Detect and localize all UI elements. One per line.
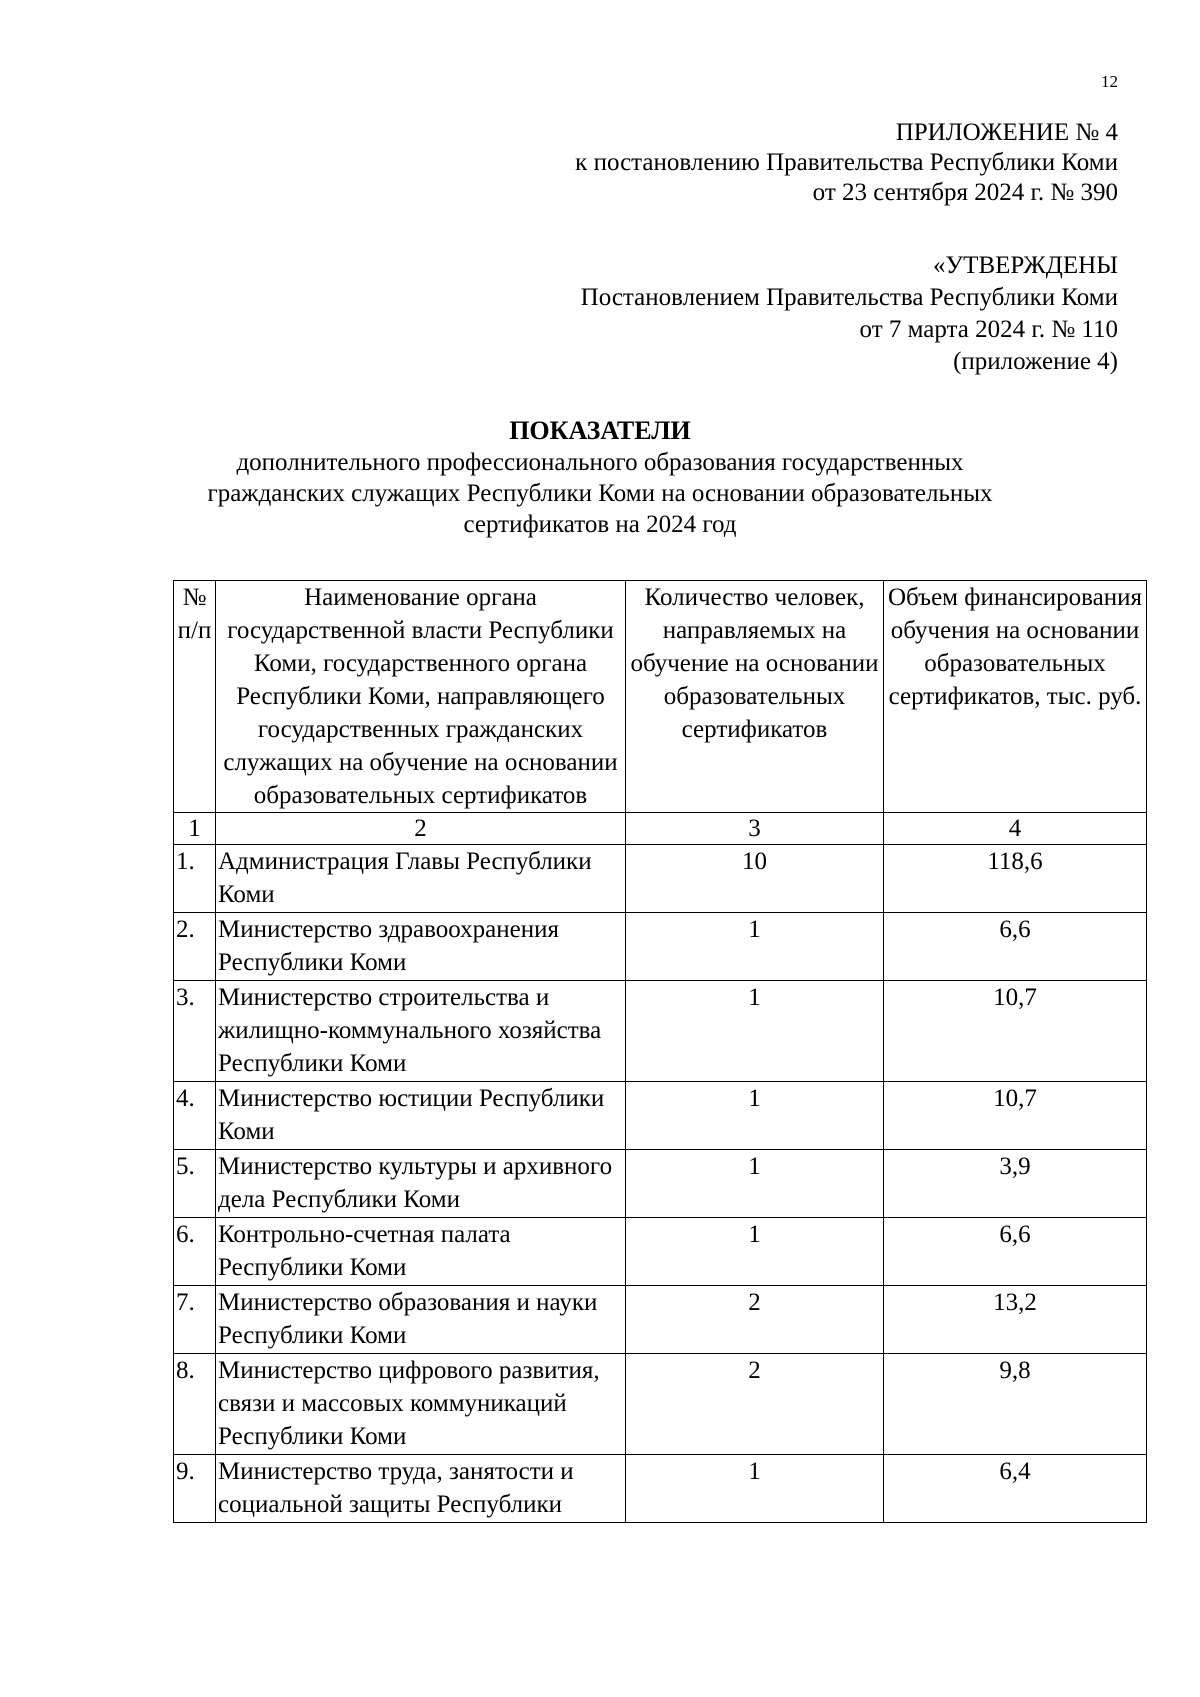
- row-funding: 6,6: [884, 913, 1147, 981]
- row-funding: 6,6: [884, 1218, 1147, 1286]
- approved-date: от 7 марта 2024 г. № 110: [859, 316, 1118, 343]
- table-header-row: [174, 581, 1147, 813]
- document-subtitle-line-3: сертификатов на 2024 год: [463, 511, 737, 538]
- row-people-count: 10: [626, 845, 884, 913]
- row-body-name: Министерство культуры и архивного дела Республики Коми: [216, 1150, 626, 1218]
- row-number: 5.: [174, 1150, 216, 1218]
- row-body-name: Министерство юстиции Республики Коми: [216, 1082, 626, 1150]
- table-row: [174, 1286, 1147, 1354]
- document-title: ПОКАЗАТЕЛИ: [509, 416, 691, 445]
- annex-title: ПРИЛОЖЕНИЕ № 4: [895, 119, 1118, 146]
- table-row: [174, 1218, 1147, 1286]
- row-funding: 10,7: [884, 981, 1147, 1082]
- row-funding: 10,7: [884, 1082, 1147, 1150]
- row-body-name: Министерство образования и науки Республики Коми: [216, 1286, 626, 1354]
- row-people-count: 2: [626, 1286, 884, 1354]
- row-number: 8.: [174, 1354, 216, 1455]
- row-number: 3.: [174, 981, 216, 1082]
- table-row: [174, 981, 1147, 1082]
- row-number: 4.: [174, 1082, 216, 1150]
- header-number: № п/п: [174, 581, 216, 813]
- document-heading: [120, 414, 1080, 540]
- header-body-name: Наименование органа государственной власти Республики Коми, государственного органа Республики Коми, направляющего государственных гражданских служащих на обучение на основании образовательных сертификатов: [216, 581, 626, 813]
- document-subtitle-line-2: гражданских служащих Республики Коми на основании образовательных: [207, 480, 993, 507]
- indicators-table: [173, 580, 1147, 1523]
- row-body-name: Контрольно-счетная палата Республики Коми: [216, 1218, 626, 1286]
- table-row: [174, 1455, 1147, 1523]
- table-row: [174, 1150, 1147, 1218]
- annex-resolution: к постановлению Правительства Республики Коми: [575, 149, 1118, 176]
- document-subtitle-line-1: дополнительного профессионального образования государственных: [236, 449, 964, 476]
- row-number: 6.: [174, 1218, 216, 1286]
- row-number: 2.: [174, 913, 216, 981]
- column-number: 1: [174, 813, 216, 845]
- row-number: 9.: [174, 1455, 216, 1523]
- approved-resolution: Постановлением Правительства Республики Коми: [580, 284, 1118, 311]
- column-number: 2: [216, 813, 626, 845]
- row-people-count: 1: [626, 1218, 884, 1286]
- column-number: 3: [626, 813, 884, 845]
- page-number: 12: [1101, 72, 1118, 91]
- approved-block: [581, 250, 1118, 378]
- row-body-name: Министерство труда, занятости и социальной защиты Республики: [216, 1455, 626, 1523]
- approved-title: «УТВЕРЖДЕНЫ: [932, 252, 1118, 279]
- row-people-count: 1: [626, 1150, 884, 1218]
- row-funding: 9,8: [884, 1354, 1147, 1455]
- table-row: [174, 1082, 1147, 1150]
- table-row: [174, 1354, 1147, 1455]
- table-row: [174, 845, 1147, 913]
- row-body-name: Администрация Главы Республики Коми: [216, 845, 626, 913]
- annex-block: [575, 118, 1118, 208]
- row-funding: 13,2: [884, 1286, 1147, 1354]
- row-funding: 6,4: [884, 1455, 1147, 1523]
- header-people-count: Количество человек, направляемых на обучение на основании образовательных сертификатов: [626, 581, 884, 813]
- row-funding: 118,6: [884, 845, 1147, 913]
- annex-date: от 23 сентября 2024 г. № 390: [812, 179, 1118, 206]
- table-row: [174, 913, 1147, 981]
- row-people-count: 1: [626, 913, 884, 981]
- column-number: 4: [884, 813, 1147, 845]
- row-number: 7.: [174, 1286, 216, 1354]
- row-body-name: Министерство строительства и жилищно-коммунального хозяйства Республики Коми: [216, 981, 626, 1082]
- row-people-count: 1: [626, 981, 884, 1082]
- approved-appendix: (приложение 4): [953, 348, 1118, 375]
- row-funding: 3,9: [884, 1150, 1147, 1218]
- header-funding: Объем финансирования обучения на основании образовательных сертификатов, тыс. руб.: [884, 581, 1147, 813]
- row-body-name: Министерство здравоохранения Республики Коми: [216, 913, 626, 981]
- row-body-name: Министерство цифрового развития, связи и массовых коммуникаций Республики Коми: [216, 1354, 626, 1455]
- row-people-count: 1: [626, 1455, 884, 1523]
- row-people-count: 1: [626, 1082, 884, 1150]
- row-people-count: 2: [626, 1354, 884, 1455]
- row-number: 1.: [174, 845, 216, 913]
- column-number-row: [174, 813, 1147, 845]
